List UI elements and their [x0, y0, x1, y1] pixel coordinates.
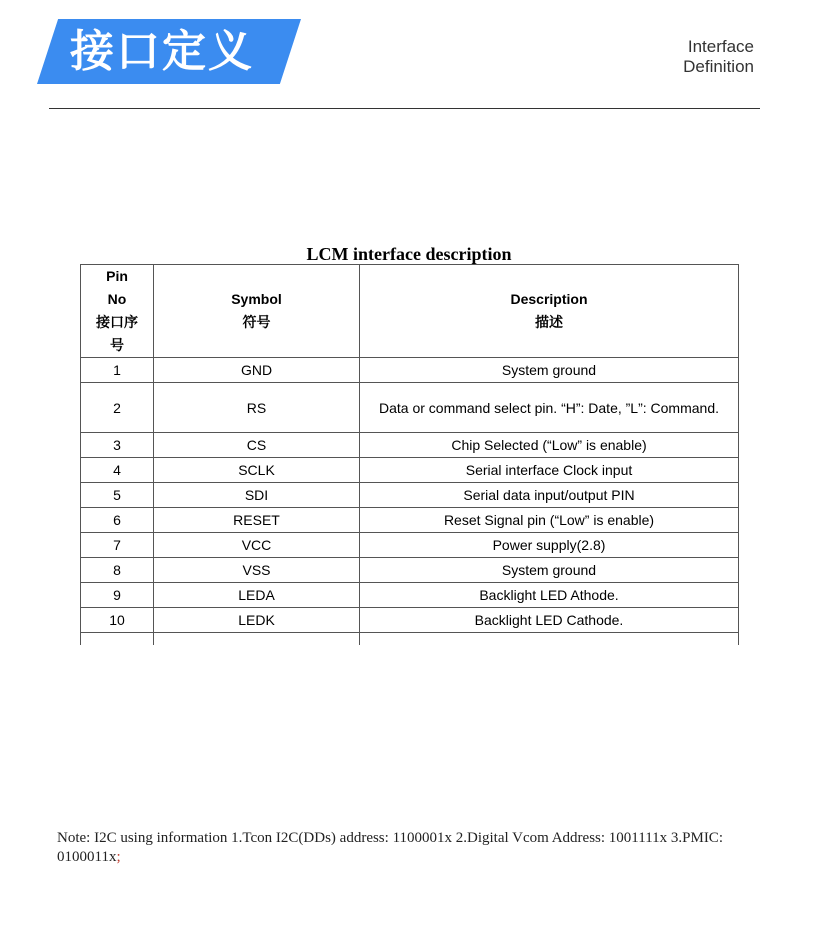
symbol-cell: VSS: [154, 558, 360, 583]
header-symbol-en: Symbol: [231, 291, 282, 307]
header-description: [360, 265, 739, 358]
symbol-cell: SDI: [154, 483, 360, 508]
table-row: [81, 608, 739, 633]
symbol-cell: GND: [154, 358, 360, 383]
header-symbol-cn: 符号: [242, 314, 271, 330]
table-row: [81, 508, 739, 533]
description-cell: Power supply(2.8): [360, 533, 739, 558]
header-pin: [81, 265, 154, 358]
symbol-cell: CS: [154, 433, 360, 458]
description-cell: Serial interface Clock input: [360, 458, 739, 483]
description-cell: System ground: [360, 358, 739, 383]
table-row: [81, 583, 739, 608]
header-description-en: Description: [510, 291, 588, 307]
empty-cell: [81, 633, 154, 645]
pin-cell: 2: [81, 383, 154, 433]
empty-cell: [154, 633, 360, 645]
symbol-cell: LEDA: [154, 583, 360, 608]
pin-cell: 1: [81, 358, 154, 383]
header-symbol: [154, 265, 360, 358]
footnote: [57, 829, 767, 867]
footnote-text: Note: I2C using information 1.Tcon I2C(DDs) address: 1100001x 2.Digital Vcom Address: 1001111x 3.PMIC: 0100011x: [57, 830, 723, 865]
description-cell: Data or command select pin. “H”: Date, ”L”: Command.: [360, 383, 739, 433]
symbol-cell: SCLK: [154, 458, 360, 483]
table-row: [81, 433, 739, 458]
table-row: [81, 358, 739, 383]
pin-cell: 4: [81, 458, 154, 483]
description-cell: Reset Signal pin (“Low” is enable): [360, 508, 739, 533]
header-divider: [49, 108, 760, 109]
pin-cell: 6: [81, 508, 154, 533]
symbol-cell: RESET: [154, 508, 360, 533]
symbol-cell: RS: [154, 383, 360, 433]
pin-table: [80, 264, 739, 645]
symbol-cell: LEDK: [154, 608, 360, 633]
empty-cell: [360, 633, 739, 645]
header-pin-cn: 接口序号: [96, 314, 138, 353]
pin-cell: 8: [81, 558, 154, 583]
description-cell: System ground: [360, 558, 739, 583]
header-description-cn: 描述: [535, 314, 563, 330]
table-row: [81, 558, 739, 583]
table-title: LCM interface description: [306, 244, 512, 264]
header-pin-en: Pin No: [106, 268, 128, 307]
symbol-cell: VCC: [154, 533, 360, 558]
description-cell: Chip Selected (“Low” is enable): [360, 433, 739, 458]
page-title: 接口定义: [70, 26, 254, 77]
pin-cell: 9: [81, 583, 154, 608]
table-header-row: [81, 265, 739, 358]
pin-cell: 10: [81, 608, 154, 633]
table-row-empty: [81, 633, 739, 645]
table-row: [81, 533, 739, 558]
table-row: [81, 383, 739, 433]
pin-cell: 3: [81, 433, 154, 458]
footnote-tail: ;: [116, 849, 121, 865]
table-row: [81, 483, 739, 508]
description-cell: Backlight LED Athode.: [360, 583, 739, 608]
subtitle-line-1: Interface: [687, 37, 754, 56]
pin-cell: 5: [81, 483, 154, 508]
table-row: [81, 458, 739, 483]
page-subtitle: [683, 37, 754, 77]
description-cell: Backlight LED Cathode.: [360, 608, 739, 633]
pin-cell: 7: [81, 533, 154, 558]
description-cell: Serial data input/output PIN: [360, 483, 739, 508]
subtitle-line-2: Definition: [683, 57, 754, 76]
